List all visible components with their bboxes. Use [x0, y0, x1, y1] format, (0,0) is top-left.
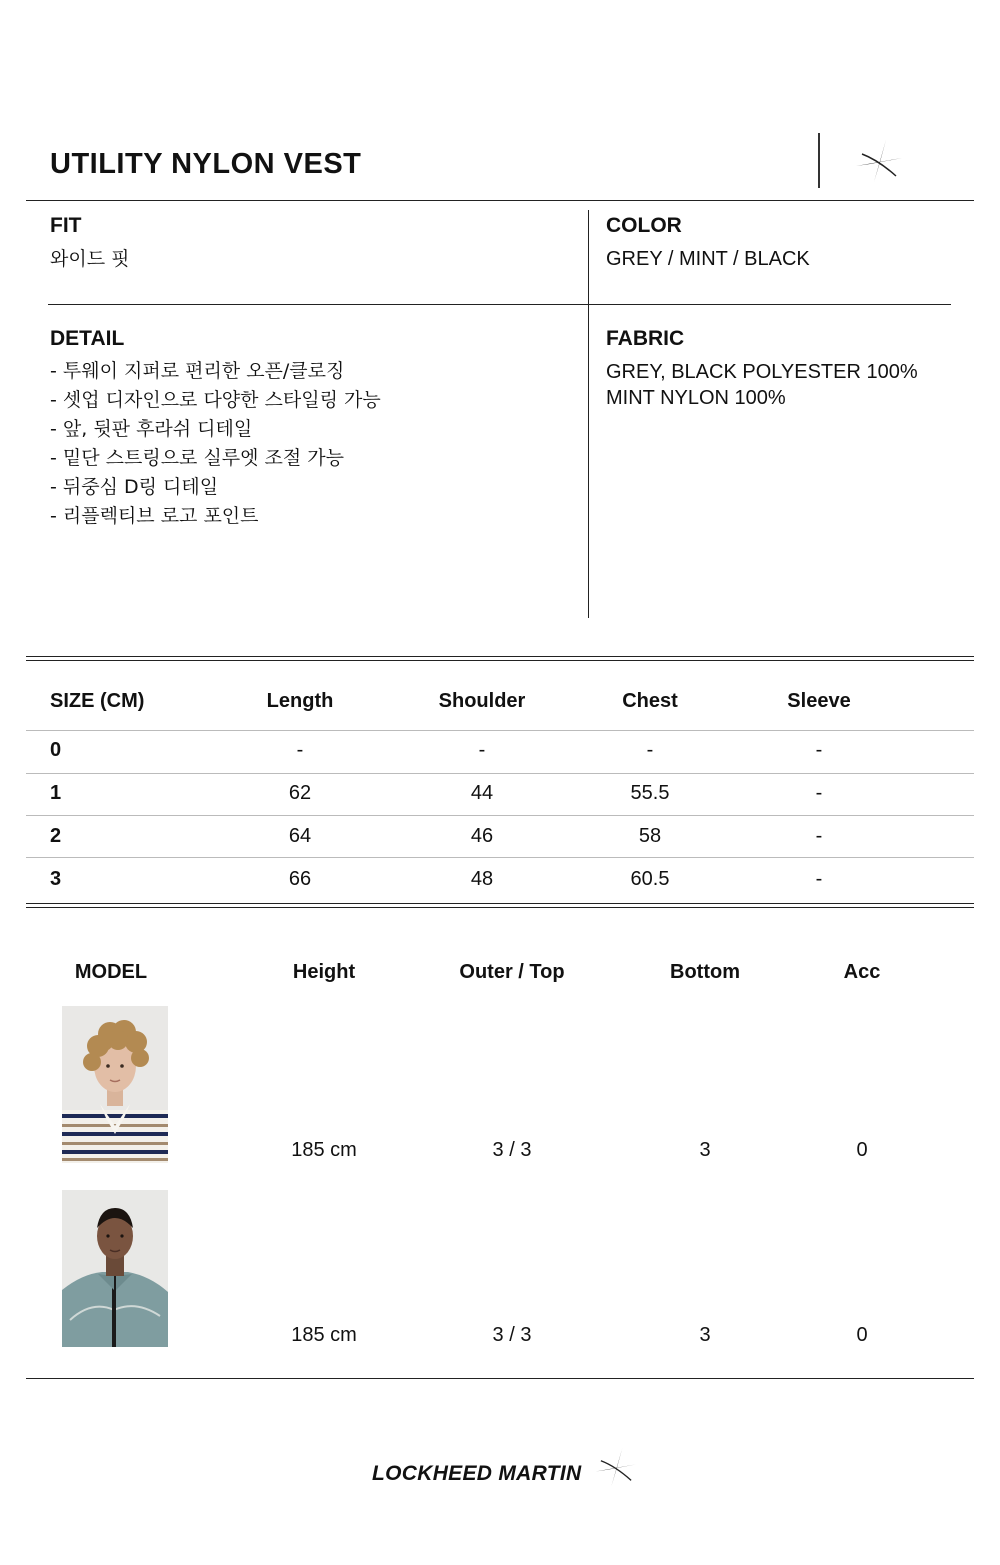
detail-label: DETAIL	[50, 327, 125, 350]
table-row	[0, 739, 948, 782]
sleeve-cell: -	[815, 782, 823, 804]
detail-list	[50, 357, 381, 531]
model-acc: 0	[856, 1139, 868, 1161]
length-cell: 66	[288, 868, 312, 890]
star-logo-icon	[852, 138, 906, 184]
size-row-divider	[26, 730, 974, 731]
model-height: 185 cm	[291, 1324, 357, 1346]
table-row	[0, 825, 948, 868]
fabric-item: MINT NYLON 100%	[606, 387, 786, 409]
size-cell: 2	[50, 825, 62, 847]
shoulder-cell: 44	[470, 782, 494, 804]
info-vertical-divider	[588, 210, 589, 618]
model-bottom: 3	[699, 1139, 711, 1161]
info-row-divider	[48, 304, 951, 305]
model-header-cell: Height	[292, 961, 356, 983]
chest-cell: 55.5	[630, 782, 670, 804]
table-row	[0, 868, 948, 911]
shoulder-cell: -	[478, 739, 486, 761]
model-header-cell: Outer / Top	[459, 961, 565, 983]
shoulder-cell: 48	[470, 868, 494, 890]
table-row	[0, 782, 948, 825]
size-table-top-rule-2	[26, 660, 974, 661]
detail-item: - 리플렉티브 로고 포인트	[50, 505, 259, 527]
chest-cell: -	[646, 739, 654, 761]
detail-item: - 뒤중심 D링 디테일	[50, 476, 219, 498]
chest-cell: 58	[638, 825, 662, 847]
size-cell: 0	[50, 739, 62, 761]
brand-logo-text: LOCKHEED MARTIN	[372, 1462, 582, 1485]
model-height: 185 cm	[291, 1139, 357, 1161]
fabric-list	[606, 359, 918, 411]
title-divider	[818, 133, 820, 188]
model-header-cell: MODEL	[74, 961, 148, 983]
model-outer-top: 3 / 3	[492, 1324, 532, 1346]
fabric-item: GREY, BLACK POLYESTER 100%	[606, 361, 918, 383]
model-table-bottom-rule	[26, 1378, 974, 1379]
size-cell: 1	[50, 782, 62, 804]
sleeve-cell: -	[815, 825, 823, 847]
size-table-bottom-rule	[26, 903, 974, 904]
chest-cell: 60.5	[630, 868, 670, 890]
model-header-cell: Bottom	[670, 961, 740, 983]
fit-label: FIT	[50, 214, 82, 237]
size-header-cell: Chest	[622, 690, 678, 712]
model-bottom: 3	[699, 1324, 711, 1346]
size-header-cell: Length	[266, 690, 334, 712]
detail-item: - 밑단 스트링으로 실루엣 조절 가능	[50, 447, 345, 469]
fit-value: 와이드 핏	[50, 248, 130, 270]
model-photo-curly-hair	[62, 1006, 168, 1163]
size-table-bottom-rule-2	[26, 907, 974, 908]
size-table-top-rule	[26, 656, 974, 657]
color-value: GREY / MINT / BLACK	[606, 248, 810, 270]
size-cell: 3	[50, 868, 62, 890]
size-row-divider	[26, 815, 974, 816]
shoulder-cell: 46	[470, 825, 494, 847]
size-header-cell: Shoulder	[438, 690, 526, 712]
length-cell: -	[296, 739, 304, 761]
sleeve-cell: -	[815, 868, 823, 890]
brand-logo	[372, 1446, 642, 1492]
size-table-header	[0, 690, 948, 733]
detail-item: - 셋업 디자인으로 다양한 스타일링 가능	[50, 389, 381, 411]
size-row-divider	[26, 773, 974, 774]
product-title: UTILITY NYLON VEST	[50, 148, 362, 180]
model-acc: 0	[856, 1324, 868, 1346]
length-cell: 64	[288, 825, 312, 847]
detail-item: - 투웨이 지퍼로 편리한 오픈/클로징	[50, 360, 345, 382]
sleeve-cell: -	[815, 739, 823, 761]
color-label: COLOR	[606, 214, 682, 237]
model-photo-short-hair	[62, 1190, 168, 1347]
size-header-cell: SIZE (CM)	[50, 690, 145, 712]
star-logo-icon	[592, 1446, 640, 1488]
size-header-cell: Sleeve	[787, 690, 851, 712]
detail-item: - 앞, 뒷판 후라쉬 디테일	[50, 418, 253, 440]
size-row-divider	[26, 857, 974, 858]
header-rule	[26, 200, 974, 201]
length-cell: 62	[288, 782, 312, 804]
model-header-cell: Acc	[843, 961, 881, 983]
model-outer-top: 3 / 3	[492, 1139, 532, 1161]
fabric-label: FABRIC	[606, 327, 685, 350]
